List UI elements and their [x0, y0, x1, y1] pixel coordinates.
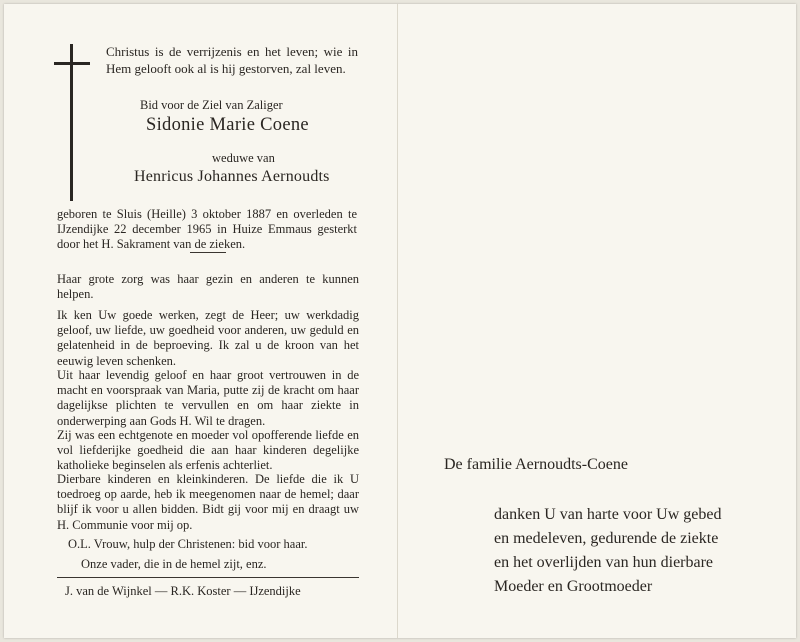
separator: [190, 252, 226, 253]
spouse-name: Henricus Johannes Aernoudts: [134, 168, 330, 185]
footer-rule: [57, 577, 359, 578]
paragraph: Uit haar levendig geloof en haar groot vertrouwen in de macht en voorspraak van Maria, putte zij de kracht om haar dagelijkse plichten te vervullen en om haar ziekte in onderwerping aan Gods H. Wil te dragen.: [57, 368, 359, 428]
scripture-quote: Christus is de verrijzenis en het leven; wie in Hem gelooft ook al is hij gestorven, zal leven.: [106, 44, 358, 76]
paragraph: Haar grote zorg was haar gezin en anderen te kunnen helpen.: [57, 272, 359, 302]
thanks-line: en het overlijden van hun dierbare: [494, 554, 714, 571]
prayer-request: Bid voor de Ziel van Zaliger: [140, 98, 283, 112]
deceased-name: Sidonie Marie Coene: [146, 115, 309, 135]
birth-death-text: geboren te Sluis (Heille) 3 oktober 1887 en overleden te IJzendijke 22 december 1965 in Huize Emmaus gesterkt door het H. Sakrament van de zieken.: [57, 207, 357, 251]
thanks-line: danken U van harte voor Uw gebed: [494, 506, 722, 523]
prayer-line: O.L. Vrouw, hulp der Christenen: bid voor haar.: [68, 537, 308, 551]
thanks-line: Moeder en Grootmoeder: [494, 578, 653, 595]
thanks-text: [494, 503, 784, 599]
cross-icon-bar: [54, 62, 90, 65]
prayer-line: Onze vader, die in de hemel zijt, enz.: [81, 557, 267, 571]
card-fold-line: [397, 4, 398, 638]
paragraph: Dierbare kinderen en kleinkinderen. De liefde die ik U toedroeg op aarde, heb ik meegenomen naar de hemel; daar blijf ik voor u allen bidden. Bidt gij voor mij en draagt uw H. Communie voor mij op.: [57, 472, 359, 532]
paragraph: Ik ken Uw goede werken, zegt de Heer; uw werkdadig geloof, uw liefde, uw goedheid voor anderen, uw geduld en gelatenheid in de beproeving. Ik zal u de kroon van het eeuwig leven schenken.: [57, 308, 359, 368]
family-name: De familie Aernoudts-Coene: [444, 456, 628, 473]
cross-icon: [70, 44, 73, 201]
printer-line: J. van de Wijnkel — R.K. Koster — IJzendijke: [65, 584, 301, 598]
thanks-line: en medeleven, gedurende de ziekte: [494, 530, 719, 547]
paragraph: Zij was een echtgenote en moeder vol opofferende liefde en vol liefderijke goedheid die aan haar kinderen degelijke katholieke beginselen als erfenis achterliet.: [57, 428, 359, 473]
relation-label: weduwe van: [212, 151, 275, 165]
